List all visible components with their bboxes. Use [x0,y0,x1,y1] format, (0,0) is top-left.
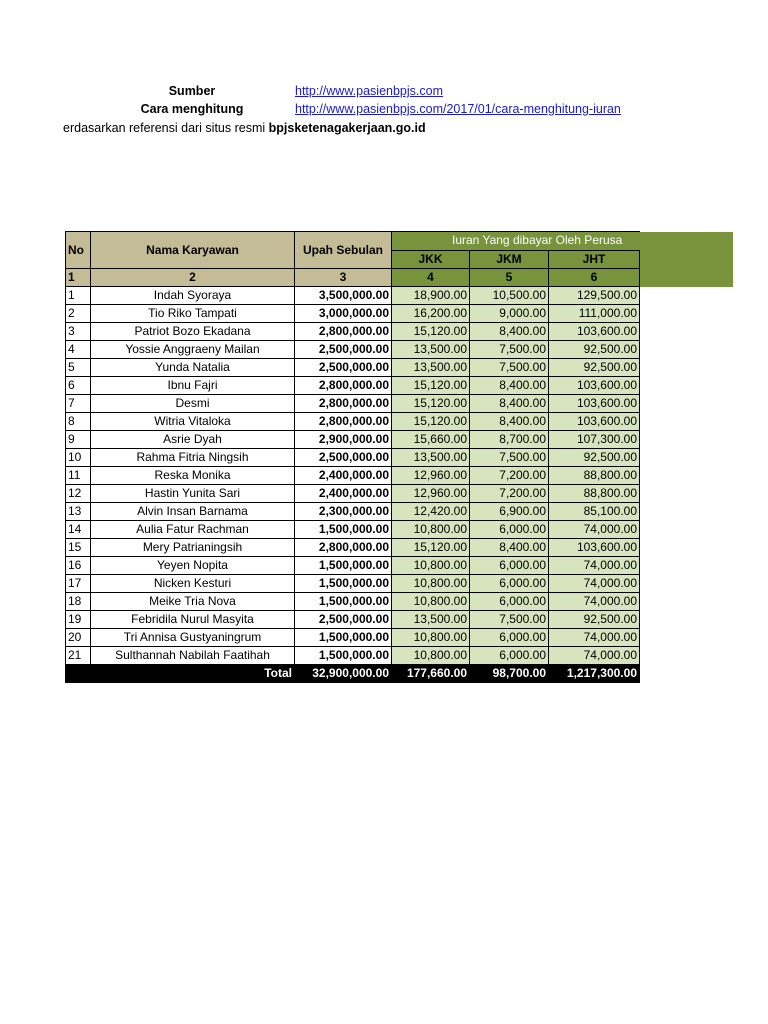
row-jht-cell[interactable]: 88,800.00 [549,467,640,485]
row-jht-cell[interactable]: 74,000.00 [549,629,640,647]
row-no-cell[interactable]: 21 [66,647,91,665]
iuran-table-container [65,231,733,683]
row-no-cell[interactable]: 18 [66,593,91,611]
row-upah-cell[interactable]: 2,500,000.00 [295,359,392,377]
row-upah-cell[interactable]: 2,800,000.00 [295,539,392,557]
iuran-table [65,231,733,683]
row-no-cell[interactable]: 9 [66,431,91,449]
table-row [66,449,733,467]
header-extension [640,232,733,287]
sumber-link[interactable]: http://www.pasienbpjs.com [295,84,443,98]
row-jkm-cell[interactable]: 6,000.00 [470,629,549,647]
table-row [66,341,733,359]
row-jkk-cell[interactable]: 15,120.00 [392,413,470,431]
row-upah-cell[interactable]: 2,800,000.00 [295,323,392,341]
sumber-label: Sumber [168,84,216,98]
table-row [66,611,733,629]
empty-cell [640,539,733,557]
row-upah-cell[interactable]: 1,500,000.00 [295,593,392,611]
row-no-cell[interactable]: 20 [66,629,91,647]
row-jkk-cell[interactable]: 10,800.00 [392,629,470,647]
row-name-cell[interactable]: Mery Patrianingsih [91,539,295,557]
row-name-cell[interactable]: Yossie Anggraeny Mailan [91,341,295,359]
row-no-cell[interactable]: 7 [66,395,91,413]
row-jht-cell[interactable]: 88,800.00 [549,485,640,503]
row-upah-cell[interactable]: 1,500,000.00 [295,647,392,665]
empty-cell [640,377,733,395]
empty-cell [640,341,733,359]
row-jkk-cell[interactable]: 15,660.00 [392,431,470,449]
row-jht-cell[interactable]: 85,100.00 [549,503,640,521]
row-no-cell[interactable]: 16 [66,557,91,575]
table-row [66,431,733,449]
row-jkk-cell[interactable]: 15,120.00 [392,323,470,341]
row-jkm-cell[interactable]: 7,500.00 [470,359,549,377]
row-upah-cell[interactable]: 2,500,000.00 [295,341,392,359]
cara-link[interactable]: http://www.pasienbpjs.com/2017/01/cara-menghitung-iuran [295,102,621,116]
header-group-iuran[interactable]: Iuran Yang dibayar Oleh Perusa [392,232,640,251]
row-name-cell[interactable]: Indah Syoraya [91,287,295,305]
row-jht-cell[interactable]: 103,600.00 [549,323,640,341]
row-jkm-cell[interactable]: 6,000.00 [470,593,549,611]
index-cell[interactable]: 1 [66,269,91,287]
row-jkm-cell[interactable]: 8,700.00 [470,431,549,449]
row-jht-cell[interactable]: 74,000.00 [549,575,640,593]
ref-text: erdasarkan referensi dari situs resmi [63,121,269,135]
row-jkk-cell[interactable]: 10,800.00 [392,593,470,611]
cara-link-clip [0,102,640,122]
table-row [66,467,733,485]
row-jkm-cell[interactable]: 6,900.00 [470,503,549,521]
row-name-cell[interactable]: Febridila Nurul Masyita [91,611,295,629]
empty-cell [640,629,733,647]
table-row [66,323,733,341]
ref-line [63,121,426,135]
row-name-cell[interactable]: Yeyen Nopita [91,557,295,575]
row-name-cell[interactable]: Asrie Dyah [91,431,295,449]
row-no-cell[interactable]: 12 [66,485,91,503]
row-no-cell[interactable]: 4 [66,341,91,359]
row-jkm-cell[interactable]: 6,000.00 [470,521,549,539]
row-name-cell[interactable]: Alvin Insan Barnama [91,503,295,521]
row-jkk-cell[interactable]: 12,960.00 [392,485,470,503]
row-jkm-cell[interactable]: 8,400.00 [470,323,549,341]
table-row [66,593,733,611]
empty-cell [640,575,733,593]
row-name-cell[interactable]: Hastin Yunita Sari [91,485,295,503]
empty-cell [640,503,733,521]
total-upah-cell[interactable]: 32,900,000.00 [295,665,392,683]
row-jkm-cell[interactable]: 10,500.00 [470,287,549,305]
row-jht-cell[interactable]: 92,500.00 [549,359,640,377]
row-upah-cell[interactable]: 2,900,000.00 [295,431,392,449]
empty-cell [640,395,733,413]
row-jht-cell[interactable]: 92,500.00 [549,449,640,467]
row-jht-cell[interactable]: 74,000.00 [549,557,640,575]
row-name-cell[interactable]: Nicken Kesturi [91,575,295,593]
row-name-cell[interactable]: Yunda Natalia [91,359,295,377]
header-jht[interactable]: JHT [549,250,640,269]
row-jht-cell[interactable]: 74,000.00 [549,521,640,539]
row-name-cell[interactable]: Sulthannah Nabilah Faatihah [91,647,295,665]
row-upah-cell[interactable]: 2,300,000.00 [295,503,392,521]
table-row [66,629,733,647]
row-jkk-cell[interactable]: 15,120.00 [392,395,470,413]
row-jkm-cell[interactable]: 7,200.00 [470,485,549,503]
row-upah-cell[interactable]: 2,400,000.00 [295,485,392,503]
row-no-cell[interactable]: 14 [66,521,91,539]
index-cell[interactable]: 2 [91,269,295,287]
table-row [66,521,733,539]
row-jkk-cell[interactable]: 12,420.00 [392,503,470,521]
row-jkk-cell[interactable]: 13,500.00 [392,611,470,629]
row-name-cell[interactable]: Tio Riko Tampati [91,305,295,323]
table-row [66,377,733,395]
table-row [66,413,733,431]
index-cell[interactable]: 3 [295,269,392,287]
header-no[interactable]: No [66,232,91,269]
table-row [66,575,733,593]
row-jkk-cell[interactable]: 10,800.00 [392,557,470,575]
row-jkk-cell[interactable]: 10,800.00 [392,575,470,593]
row-upah-cell[interactable]: 2,500,000.00 [295,611,392,629]
row-upah-cell[interactable]: 2,800,000.00 [295,395,392,413]
row-jkk-cell[interactable]: 13,500.00 [392,341,470,359]
row-jkk-cell[interactable]: 10,800.00 [392,521,470,539]
ref-bold-domain: bpjsketenagakerjaan.go.id [268,121,426,135]
index-cell[interactable]: 5 [470,269,549,287]
row-no-cell[interactable]: 17 [66,575,91,593]
total-row [66,665,733,683]
row-name-cell[interactable]: Tri Annisa Gustyaningrum [91,629,295,647]
row-name-cell[interactable]: Meike Tria Nova [91,593,295,611]
row-upah-cell[interactable]: 2,400,000.00 [295,467,392,485]
row-jkm-cell[interactable]: 6,000.00 [470,575,549,593]
header-upah[interactable]: Upah Sebulan [295,232,392,269]
row-jkk-cell[interactable]: 16,200.00 [392,305,470,323]
index-cell[interactable]: 4 [392,269,470,287]
row-name-cell[interactable]: Rahma Fitria Ningsih [91,449,295,467]
row-jkk-cell[interactable]: 15,120.00 [392,539,470,557]
row-no-cell[interactable]: 8 [66,413,91,431]
row-upah-cell[interactable]: 1,500,000.00 [295,575,392,593]
row-no-cell[interactable]: 2 [66,305,91,323]
row-jkk-cell[interactable]: 13,500.00 [392,449,470,467]
row-jht-cell[interactable]: 111,000.00 [549,305,640,323]
header-jkk[interactable]: JKK [392,250,470,269]
empty-cell [640,647,733,665]
row-no-cell[interactable]: 15 [66,539,91,557]
row-jkk-cell[interactable]: 18,900.00 [392,287,470,305]
empty-cell [640,521,733,539]
empty-cell [640,557,733,575]
row-jht-cell[interactable]: 92,500.00 [549,611,640,629]
row-name-cell[interactable]: Aulia Fatur Rachman [91,521,295,539]
row-jkm-cell[interactable]: 6,000.00 [470,557,549,575]
row-jht-cell[interactable]: 103,600.00 [549,395,640,413]
row-jht-cell[interactable]: 107,300.00 [549,431,640,449]
empty-cell [640,323,733,341]
row-jkm-cell[interactable]: 8,400.00 [470,377,549,395]
info-ref-row [0,121,768,139]
total-jht-cell[interactable]: 1,217,300.00 [549,665,640,683]
row-jkm-cell[interactable]: 7,500.00 [470,611,549,629]
row-jkm-cell[interactable]: 8,400.00 [470,395,549,413]
cara-label: Cara menghitung [140,102,244,116]
empty-cell [640,449,733,467]
row-upah-cell[interactable]: 2,800,000.00 [295,413,392,431]
row-upah-cell[interactable]: 1,500,000.00 [295,557,392,575]
row-jkm-cell[interactable]: 8,400.00 [470,413,549,431]
row-upah-cell[interactable]: 2,500,000.00 [295,449,392,467]
empty-cell [640,305,733,323]
row-jkk-cell[interactable]: 13,500.00 [392,359,470,377]
row-jht-cell[interactable]: 103,600.00 [549,539,640,557]
row-name-cell[interactable]: Witria Vitaloka [91,413,295,431]
header-name[interactable]: Nama Karyawan [91,232,295,269]
table-row [66,539,733,557]
row-jkk-cell[interactable]: 15,120.00 [392,377,470,395]
row-jkm-cell[interactable]: 8,400.00 [470,539,549,557]
row-jkk-cell[interactable]: 12,960.00 [392,467,470,485]
row-jkm-cell[interactable]: 7,200.00 [470,467,549,485]
row-upah-cell[interactable]: 1,500,000.00 [295,629,392,647]
empty-cell [640,611,733,629]
table-row [66,503,733,521]
row-no-cell[interactable]: 19 [66,611,91,629]
row-jht-cell[interactable]: 129,500.00 [549,287,640,305]
total-label[interactable]: Total [66,665,295,683]
empty-cell [640,359,733,377]
empty-cell [640,665,733,683]
table-row [66,485,733,503]
row-jkm-cell[interactable]: 6,000.00 [470,647,549,665]
header-jkm[interactable]: JKM [470,250,549,269]
table-row [66,647,733,665]
row-jkk-cell[interactable]: 10,800.00 [392,647,470,665]
row-no-cell[interactable]: 6 [66,377,91,395]
total-jkk-cell[interactable]: 177,660.00 [392,665,470,683]
empty-cell [640,287,733,305]
row-jht-cell[interactable]: 74,000.00 [549,647,640,665]
row-no-cell[interactable]: 13 [66,503,91,521]
index-cell[interactable]: 6 [549,269,640,287]
row-jkm-cell[interactable]: 9,000.00 [470,305,549,323]
empty-cell [640,467,733,485]
table-row [66,395,733,413]
row-upah-cell[interactable]: 3,500,000.00 [295,287,392,305]
row-name-cell[interactable]: Ibnu Fajri [91,377,295,395]
row-no-cell[interactable]: 1 [66,287,91,305]
row-jht-cell[interactable]: 103,600.00 [549,377,640,395]
info-sumber-row [0,84,768,102]
empty-cell [640,485,733,503]
row-jkm-cell[interactable]: 7,500.00 [470,341,549,359]
info-cara-row [0,102,768,120]
row-jkm-cell[interactable]: 7,500.00 [470,449,549,467]
row-jht-cell[interactable]: 74,000.00 [549,593,640,611]
row-no-cell[interactable]: 5 [66,359,91,377]
row-jht-cell[interactable]: 103,600.00 [549,413,640,431]
row-name-cell[interactable]: Patriot Bozo Ekadana [91,323,295,341]
row-name-cell[interactable]: Reska Monika [91,467,295,485]
row-name-cell[interactable]: Desmi [91,395,295,413]
table-row [66,359,733,377]
row-upah-cell[interactable]: 1,500,000.00 [295,521,392,539]
table-row [66,557,733,575]
empty-cell [640,593,733,611]
row-no-cell[interactable]: 10 [66,449,91,467]
table-row [66,305,733,323]
total-jkm-cell[interactable]: 98,700.00 [470,665,549,683]
row-upah-cell[interactable]: 3,000,000.00 [295,305,392,323]
row-jht-cell[interactable]: 92,500.00 [549,341,640,359]
table-row [66,287,733,305]
row-no-cell[interactable]: 3 [66,323,91,341]
row-upah-cell[interactable]: 2,800,000.00 [295,377,392,395]
row-no-cell[interactable]: 11 [66,467,91,485]
empty-cell [640,413,733,431]
empty-cell [640,431,733,449]
